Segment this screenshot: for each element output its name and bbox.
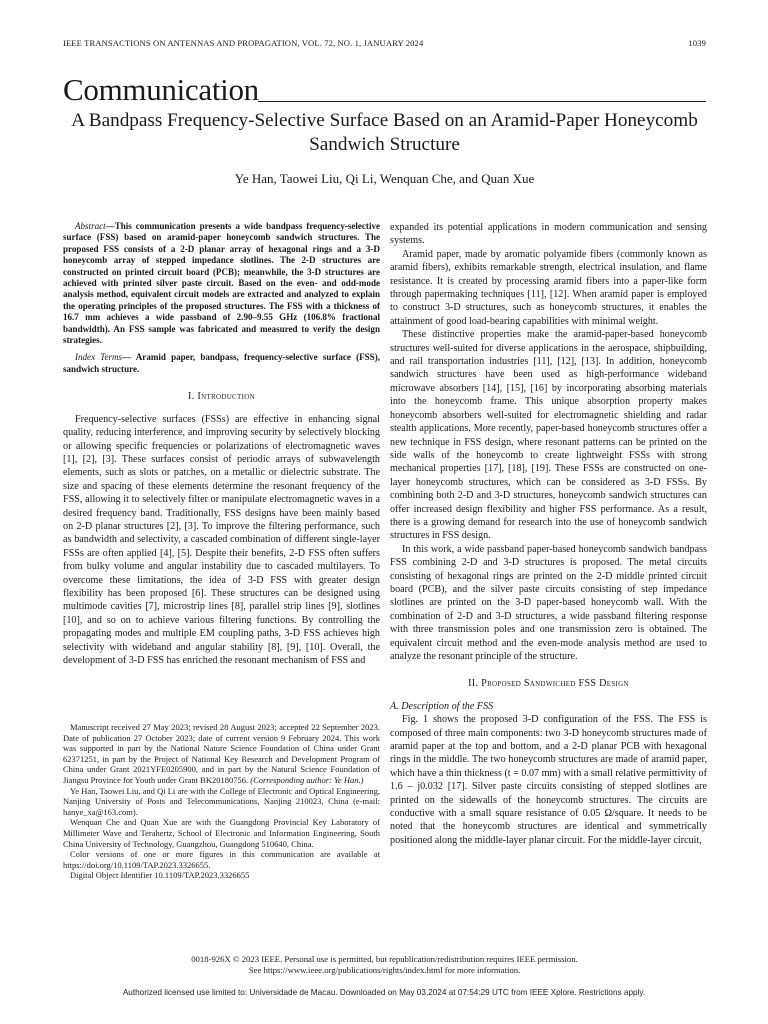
paragraph-aramid: Aramid paper, made by aromatic polyamide fibers (commonly known as aramid fibers), exhibits remarkable strength, electrical insulation, and flame resistance. It is created by processing aramid fibers into a paper-like form through papermaking techniques [11], [12]. When aramid paper is employed to construct 3-D structures, such as honeycomb structures, it enables the attainment of good load-bearing capabilities with minimal weight. xyxy=(390,248,707,327)
index-terms-label: Index Terms xyxy=(75,352,123,363)
footnote-manuscript: Manuscript received 27 May 2023; revised 28 August 2023; accepted 22 September 2023. Date of publication 27 October 2023; date of current version 9 February 2024. This work was supported in part by the National Nature Science Foundation of China under Grant 62371251, in part by the Project of National Key Research and Development Program of China under Grant 2021YFE0205900, and in part by the Natural Science Foundation of Jiangsu Province for Youth under Grant BK20180756. (Corresponding author: Ye Han.) xyxy=(63,722,380,785)
running-header xyxy=(63,38,706,48)
copyright-line-2: See https://www.ieee.org/publications/rights/index.html for more information. xyxy=(248,965,521,975)
index-terms-text: — Aramid paper, bandpass, frequency-selective surface (FSS), sandwich structure. xyxy=(63,352,380,374)
left-column xyxy=(63,221,380,667)
section2-heading: II. Proposed Sandwiched FSS Design xyxy=(468,678,629,690)
intro-heading: I. Introduction xyxy=(188,391,255,403)
footnote-affil-1: Ye Han, Taowei Liu, and Qi Li are with the College of Electronic and Optical Engineering, Nanjing University of Posts and Telecommunications, Nanjing 210023, China (e-mail: hanye_xa@163.com). xyxy=(63,785,380,817)
page-number: 1039 xyxy=(688,38,706,48)
footnote-doi: Digital Object Identifier 10.1109/TAP.2023.3326655 xyxy=(70,870,250,881)
paragraph-this-work: In this work, a wide passband paper-based honeycomb sandwich bandpass FSS combining 2-D and 3-D structures is proposed. The metal circuits consisting of hexagonal rings are printed on the 2-D middle printed circuit board (PCB), and the silver paste circuits consisting of step impedance slotlines are printed on the 3-D paper-based honeycomb wall. With the combination of 2-D and 3-D structures, a wide passband filtering response with three transmission poles and one transmission zero is obtained. The equivalent circuit method and the even-mode analysis method are used to analyze the resonant principle of the structure. xyxy=(390,543,707,662)
abstract-text: —This communication presents a wide bandpass frequency-selective surface (FSS) based on aramid-paper honeycomb sandwich structures. The proposed FSS consists of a 2-D planar array of hexagonal rings and a 3-D honeycomb array of stepped impedance slotlines. The 2-D structures are constructed on printed circuit board (PCB); meanwhile, the 3-D structures are achieved with printed silver paste circuit. Based on the even- and odd-mode analysis method, equivalent circuit models are extracted and analyzed to explain the operating principles of the proposed structures. The FSS with a thickness of 16.7 mm achieves a wide passband of 2.90–9.55 GHz (106.8% fractional bandwidth). An FSS sample was fabricated and measured to verify the design strategies. xyxy=(63,221,380,346)
intro-paragraph: Frequency-selective surfaces (FSSs) are effective in enhancing signal quality, reducing interference, and improving security by selectively blocking or allowing specific frequencies or polarizations of electromagnetic waves [1], [2], [3]. These surfaces consist of periodic arrays of subwavelength elements, such as slots or patches, on a metallic or dielectric substrate. The size and spacing of these elements determine the resonant frequency of the FSS, allowing it to selectively filter or manipulate electromagnetic waves in a desired frequency band. Traditionally, FSS designs have been mainly based on 2-D planar structures [2], [3]. To improve the filtering performance, such as bandwidth and selectivity, a cascaded combination of different single-layer FSSs are often applied [4], [5]. Despite their benefits, 2-D FSS often suffers from bulky volume and angular instability due to cascaded multilayers. To overcome these limitations, the idea of 3-D FSS with greater design flexibility has been proposed [6]. These structures can be designed using multimode cavities [7], microstrip lines [8], parallel strip lines [9], slotlines [10], and so on to achieve various filtering functions. By controlling the propagating modes and multiple EM coupling paths, 3-D FSS achieves high selectivity with wideband and angular stability [8], [9], [10]. Overall, the development of 3-D FSS has enriched the resonant mechanism of FSS and xyxy=(63,413,380,666)
footnote-color: Color versions of one or more figures in this communication are available at https://doi.org/10.1109/TAP.2023.3326655. xyxy=(63,849,380,870)
journal-name: IEEE TRANSACTIONS ON ANTENNAS AND PROPAGATION, VOL. 72, NO. 1, JANUARY 2024 xyxy=(63,38,424,48)
abstract xyxy=(63,221,380,346)
index-terms xyxy=(63,352,380,375)
section-label: Communication xyxy=(63,72,259,107)
license-notice: Authorized licensed use limited to: Universidade de Macau. Downloaded on May 03,2024 at 07:54:29 UTC from IEEE Xplore. Restrictions apply. xyxy=(122,988,646,997)
right-column xyxy=(390,221,707,847)
footnotes xyxy=(63,722,380,881)
copyright-notice xyxy=(63,954,706,976)
paragraph-continued: expanded its potential applications in modern communication and sensing systems. xyxy=(390,222,707,247)
abstract-label: Abstract xyxy=(75,221,106,231)
author-names: Ye Han, Taowei Liu, Qi Li, Wenquan Che, and Quan Xue xyxy=(234,171,535,186)
author-list xyxy=(63,171,706,187)
subsection-a-heading: A. Description of the FSS xyxy=(390,700,494,712)
paper-title: A Bandpass Frequency-Selective Surface Based on an Aramid-Paper Honeycomb Sandwich Structure xyxy=(71,110,698,155)
paragraph-description: Fig. 1 shows the proposed 3-D configuration of the FSS. The FSS is composed of three main components: two 3-D honeycomb structures made of aramid paper at the top and bottom, and a 2-D planar PCB with hexagonal rings in the middle. The two honeycomb structures are made of aramid paper, which have a thin thickness (t = 0.07 mm) with a small relative permittivity of 1.6 – j0.032 [17]. Silver paste circuits consisting of stepped slotlines are printed on the sidewalls of the honeycomb structures. The circuits are conductive with a small square resistance of 0.05 Ω/square. It needs to be noted that the honeycomb structures are identical and symmetrically positioned along the middle-layer planar circuit. For the middle-layer circuit, xyxy=(390,714,707,846)
paragraph-properties: These distinctive properties make the aramid-paper-based honeycomb structures well-suited for diverse applications in the aerospace, shipbuilding, and rail transportation industries [11], [12], [13]. In addition, honeycomb sandwich structures have been used as high-performance wideband microwave absorbers [14], [15], [16] by incorporating absorbing materials into the honeycomb frame. This unique absorption property makes honeycomb absorbers well-suited for electromagnetic shielding and radar stealth applications. More recently, paper-based honeycomb structures offer a new technique in FSS design, where resonant patterns can be printed on the side walls of the honeycomb to create lightweight FSSs with strong mechanical properties [17], [18], [19]. These FSSs are constructed on one-layer honeycomb structures, which can be considered as 3-D FSSs. By combining both 2-D and 3-D structures, honeycomb sandwich structures can offer increased design flexibility and higher FSS performance. As a result, there is a growing demand for research into the use of honeycomb sandwich structures in FSS design. xyxy=(390,329,707,542)
footnote-affil-2: Wenquan Che and Quan Xue are with the Guangdong Provincial Key Laboratory of Millimeter Wave and Terahertz, School of Electronic and Information Engineering, South China University of Technology, Guangzhou, Guangdong 510640, China. xyxy=(63,817,380,849)
section-rule xyxy=(258,101,706,102)
copyright-line-1: 0018-926X © 2023 IEEE. Personal use is permitted, but republication/redistribution requires IEEE permission. xyxy=(191,954,578,964)
